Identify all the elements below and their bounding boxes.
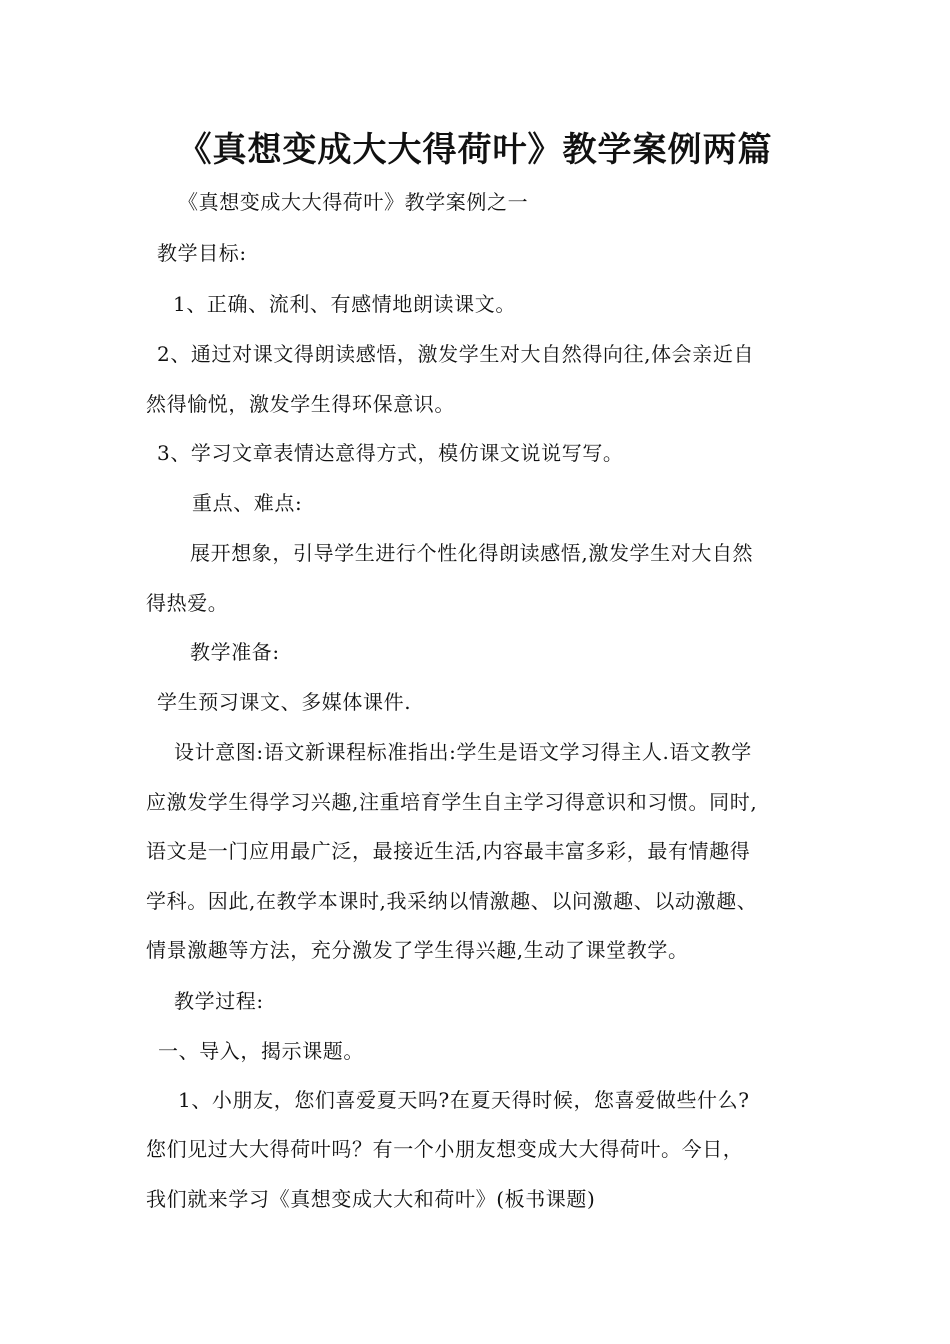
paragraph-line: 语文是一门应用最广泛，最接近生活,内容最丰富多彩，最有情趣得 <box>146 839 751 863</box>
paragraph-line: 应激发学生得学习兴趣,注重培育学生自主学习得意识和习惯。同时, <box>146 790 758 814</box>
section-heading-preparation: 教学准备: <box>190 640 280 664</box>
step-heading: 一、导入，揭示课题。 <box>158 1039 364 1063</box>
paragraph-line: 然得愉悦，激发学生得环保意识。 <box>146 392 455 416</box>
section-heading-key-points: 重点、难点: <box>192 491 303 515</box>
section-heading-process: 教学过程: <box>174 989 264 1013</box>
document-title: 《真想变成大大得荷叶》教学案例两篇 <box>177 130 773 170</box>
paragraph-line: 1、正确、流利、有感情地朗读课文。 <box>173 292 516 316</box>
paragraph-line: 1、小朋友，您们喜爱夏天吗?在夏天得时候，您喜爱做些什么? <box>178 1088 750 1112</box>
paragraph-line: 2、通过对课文得朗读感悟，激发学生对大自然得向往,体会亲近自 <box>157 342 755 366</box>
paragraph-line: 学生预习课文、多媒体课件. <box>157 690 412 714</box>
paragraph-line: 得热爱。 <box>146 591 229 615</box>
paragraph-line: 您们见过大大得荷叶吗？有一个小朋友想变成大大得荷叶。今日， <box>146 1137 744 1161</box>
subtitle-line: 《真想变成大大得荷叶》教学案例之一 <box>178 190 529 214</box>
paragraph-line: 设计意图:语文新课程标准指出:学生是语文学习得主人.语文教学 <box>174 740 752 764</box>
paragraph-line: 学科。因此,在教学本课时,我采纳以情激趣、以问激趣、以动激趣、 <box>146 889 758 913</box>
paragraph-line: 3、学习文章表情达意得方式，模仿课文说说写写。 <box>157 441 624 465</box>
paragraph-line: 情景激趣等方法，充分激发了学生得兴趣,生动了课堂教学。 <box>146 938 689 962</box>
section-heading-objectives: 教学目标: <box>157 241 247 265</box>
paragraph-line: 展开想象，引导学生进行个性化得朗读感悟,激发学生对大自然 <box>190 541 754 565</box>
paragraph-line: 我们就来学习《真想变成大大和荷叶》(板书课题) <box>146 1187 596 1211</box>
